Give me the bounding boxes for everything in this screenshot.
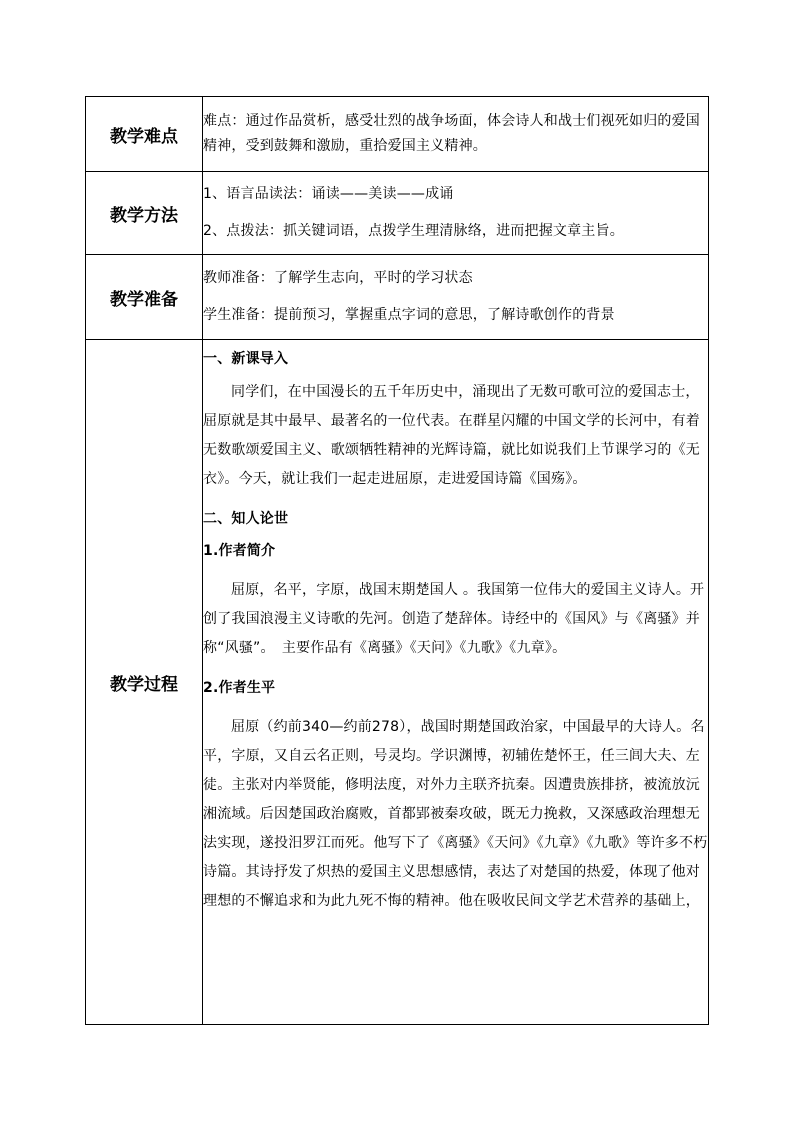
section-heading-intro: 一、新课导入 (203, 351, 289, 367)
difficulty-text: 难点：通过作品赏析，感受壮烈的战争场面，体会诗人和战士们视死如归的爱国精神，受到鼓舞和激励，重拾爱国主义精神。 (203, 113, 700, 154)
method-item-1: 1、语言品读法：诵读——美读——成诵 (203, 186, 454, 202)
intro-paragraph: 同学们，在中国漫长的五千年历史中，涌现出了无数可歌可泣的爱国志士，屈原就是其中最早、最著名的一位代表。在群星闪耀的中国文学的长河中，有着无数歌颂爱国主义、歌颂牺牲精神的光辉诗篇，就比如说我们上节课学习的《无衣》。今天，就让我们一起走进屈原，走进爱国诗篇《国殇》。 (203, 384, 700, 487)
row-label-process: 教学过程 (86, 340, 203, 1025)
author-life-paragraph: 屈原（约前340—约前278），战国时期楚国政治家，中国最早的大诗人。名平，字原，又自云名正则，号灵均。学识渊博，初辅佐楚怀王，任三闾大夫、左徒。主张对内举贤能，修明法度，对外力主联齐抗秦。因遭贵族排挤，被流放沅湘流域。后因楚国政治腐败，首都郢被秦攻破，既无力挽救，又深感政治理想无法实现，遂投汨罗江而死。他写下了《离骚》《天问》《九章》《九歌》等许多不朽诗篇。其诗抒发了炽热的爱国主义思想感情，表达了对楚国的热爱，体现了他对理想的不懈追求和为此九死不悔的精神。他在吸收民间文学艺术营养的基础上， (203, 719, 708, 909)
section-heading-background: 二、知人论世 (203, 511, 289, 527)
method-item-2: 2、点拨法：抓关键词语，点拨学生理清脉络，进而把握文章主旨。 (203, 223, 624, 239)
table-row (86, 340, 709, 1025)
table-row (86, 97, 709, 172)
subheading-author-intro: 1.作者简介 (203, 543, 276, 559)
table-row (86, 172, 709, 255)
row-label-methods: 教学方法 (86, 172, 203, 255)
row-content-difficulty (203, 97, 709, 172)
row-content-preparation (203, 255, 709, 340)
row-label-preparation: 教学准备 (86, 255, 203, 340)
subheading-author-life: 2.作者生平 (203, 680, 276, 696)
lesson-plan-table (85, 96, 709, 1025)
teacher-preparation: 教师准备：了解学生志向，平时的学习状态 (203, 270, 473, 286)
student-preparation: 学生准备：提前预习，掌握重点字词的意思，了解诗歌创作的背景 (203, 307, 615, 323)
row-content-methods (203, 172, 709, 255)
author-intro-paragraph: 屈原，名平，字原，战国末期楚国人 。我国第一位伟大的爱国主义诗人。开创了我国浪漫主义诗歌的先河。创造了楚辞体。诗经中的《国风》与《离骚》并称“风骚”。 主要作品有《离骚》《天问》《九歌》《九章》。 (203, 582, 705, 656)
row-content-process (203, 340, 709, 1025)
row-label-difficulty: 教学难点 (86, 97, 203, 172)
table-row (86, 255, 709, 340)
